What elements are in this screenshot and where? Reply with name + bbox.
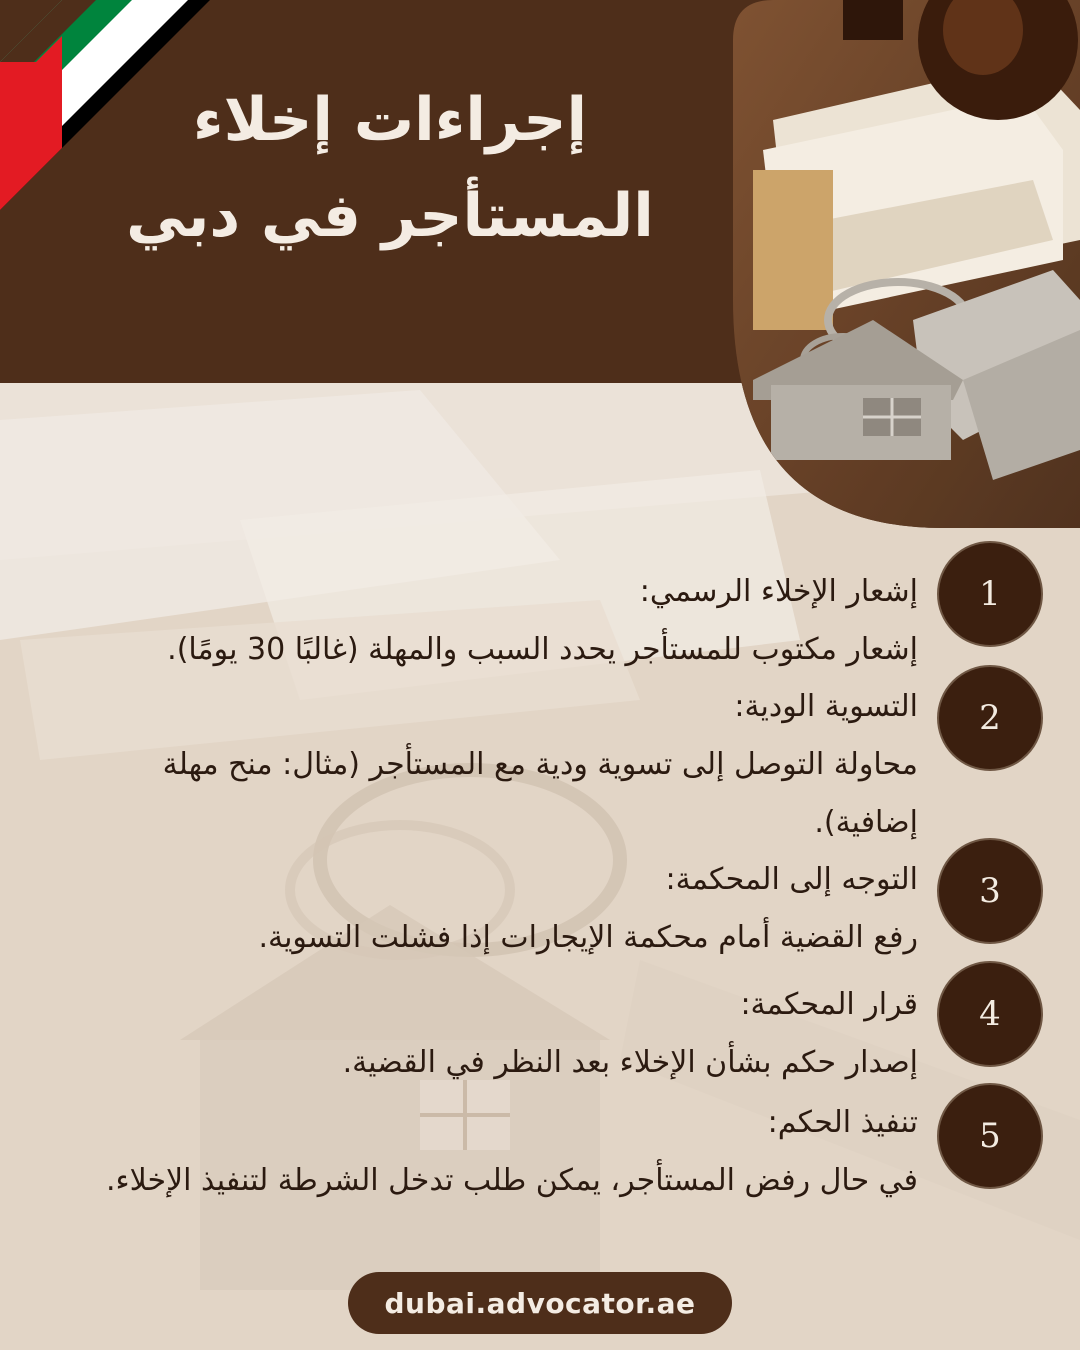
title-line-1: إجراءات إخلاء bbox=[192, 85, 588, 155]
step-number-2: 2 bbox=[937, 665, 1043, 771]
title-line-2: المستأجر في دبي bbox=[126, 181, 654, 251]
step-1 bbox=[38, 563, 918, 679]
step-number-1: 1 bbox=[937, 541, 1043, 647]
step-body: رفع القضية أمام محكمة الإيجارات إذا فشلت التسوية. bbox=[258, 920, 918, 955]
step-title: التوجه إلى المحكمة: bbox=[665, 862, 918, 897]
step-body: محاولة التوصل إلى تسوية ودية مع المستأجر (مثال: منح مهلة إضافية). bbox=[162, 747, 918, 840]
step-body: إصدار حكم بشأن الإخلاء بعد النظر في القضية. bbox=[342, 1045, 918, 1080]
step-2 bbox=[98, 678, 918, 852]
step-5 bbox=[78, 1094, 918, 1210]
step-number-5: 5 bbox=[937, 1083, 1043, 1189]
step-body: في حال رفض المستأجر، يمكن طلب تدخل الشرطة لتنفيذ الإخلاء. bbox=[105, 1163, 918, 1198]
step-number-3: 3 bbox=[937, 838, 1043, 944]
step-title: تنفيذ الحكم: bbox=[767, 1105, 918, 1140]
step-number-4: 4 bbox=[937, 961, 1043, 1067]
step-body: إشعار مكتوب للمستأجر يحدد السبب والمهلة (غالبًا 30 يومًا). bbox=[167, 632, 918, 667]
step-title: إشعار الإخلاء الرسمي: bbox=[639, 574, 918, 609]
step-title: التسوية الودية: bbox=[734, 689, 918, 724]
step-title: قرار المحكمة: bbox=[740, 987, 918, 1022]
step-4 bbox=[98, 976, 918, 1092]
website-link[interactable]: dubai.advocator.ae bbox=[348, 1272, 732, 1334]
step-3 bbox=[98, 851, 918, 967]
